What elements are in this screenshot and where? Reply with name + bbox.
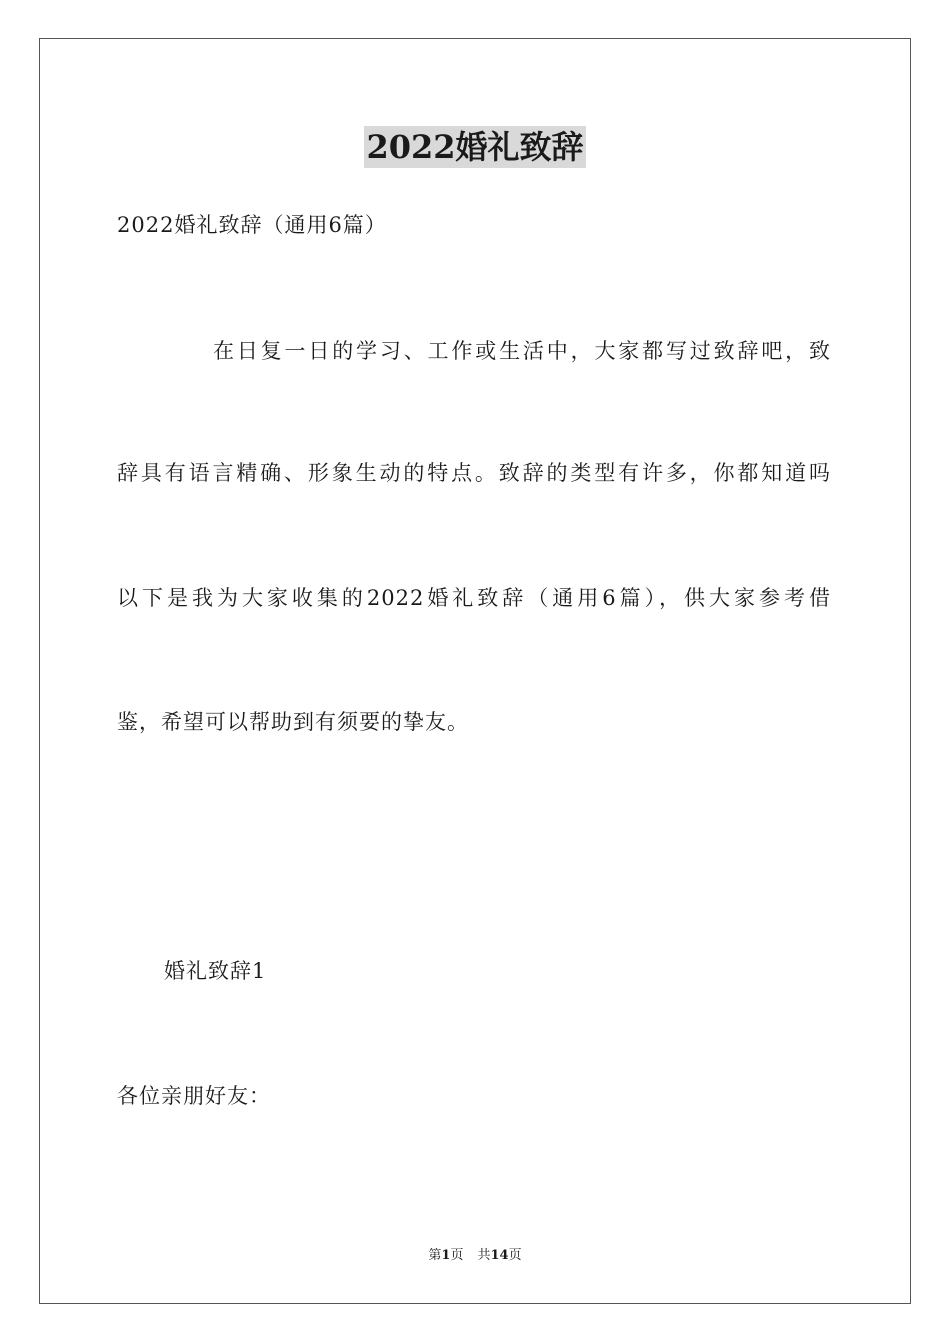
page-current: 1	[441, 1248, 451, 1263]
page-prefix: 第	[428, 1248, 442, 1263]
intro-line-3: 以下是我为大家收集的2022婚礼致辞（通用6篇），供大家参考借	[117, 586, 831, 610]
intro-line-2: 辞具有语言精确、形象生动的特点。致辞的类型有许多，你都知道吗	[117, 461, 831, 485]
document-subtitle: 2022婚礼致辞（通用6篇）	[117, 213, 387, 237]
page-total: 14	[490, 1248, 509, 1263]
salutation: 各位亲朋好友：	[117, 1084, 271, 1108]
section-heading: 婚礼致辞1	[164, 959, 267, 983]
intro-line-4: 鉴，希望可以帮助到有须要的挚友。	[117, 710, 469, 734]
title-container	[0, 126, 950, 168]
total-suffix: 页	[508, 1248, 522, 1263]
intro-line-1: 在日复一日的学习、工作或生活中，大家都写过致辞吧，致	[213, 339, 831, 363]
total-prefix: 共	[477, 1248, 491, 1263]
page-footer	[0, 1247, 950, 1265]
page-suffix: 页	[450, 1248, 464, 1263]
document-title: 2022婚礼致辞	[366, 128, 584, 166]
